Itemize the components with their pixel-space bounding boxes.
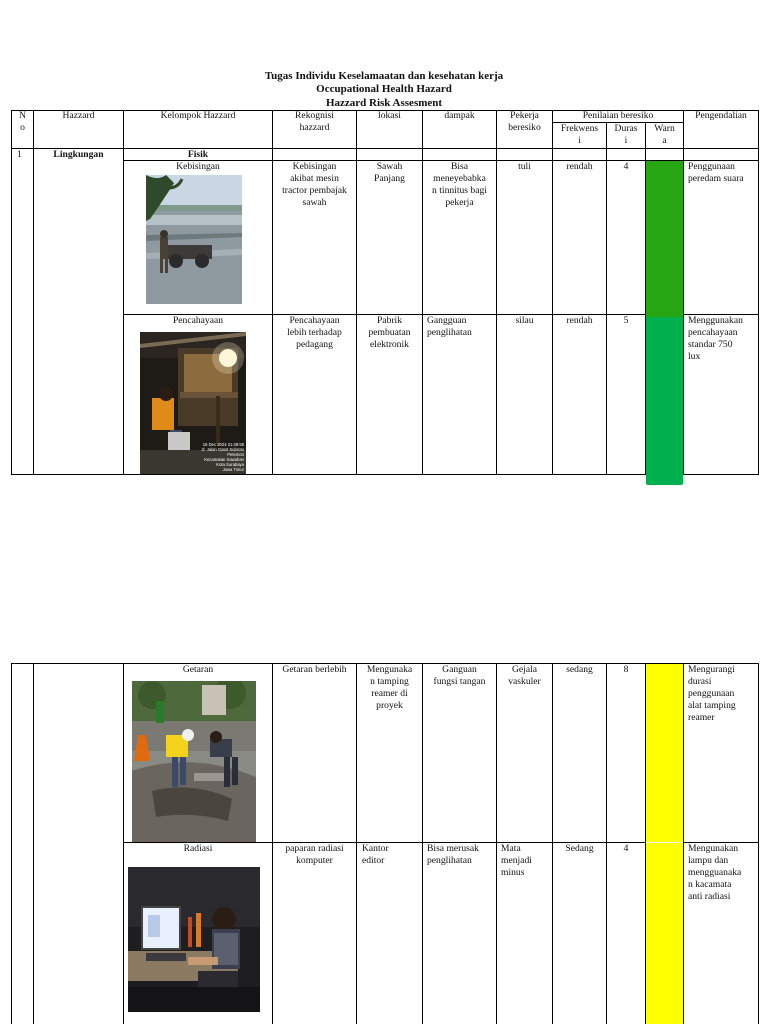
header-penilaian: Penilaian beresiko xyxy=(582,110,654,121)
row-kelompok: Radiasi xyxy=(183,843,213,854)
row-kelompok: Getaran xyxy=(182,664,214,675)
row-pengendalian: Mengunakan lampu dan mengguanaka n kacamata anti radiasi xyxy=(688,843,742,902)
row-pekerja: tuli xyxy=(518,161,531,172)
row-frekwensi: Sedang xyxy=(565,843,594,854)
header-rekognisi: Rekognisi hazzard xyxy=(295,110,334,133)
doc-title: Tugas Individu Keselamaatan dan kesehatan kerja xyxy=(264,70,504,82)
row-dampak: Ganguan fungsi tangan xyxy=(433,664,486,687)
row-durasi: 4 xyxy=(623,161,629,172)
row-pekerja: Mata menjadi minus xyxy=(501,843,532,878)
risk-color-swatch xyxy=(646,843,683,1024)
header-no: N o xyxy=(19,110,26,133)
header-kelompok: Kelompok Hazzard xyxy=(160,110,236,121)
row-durasi: 4 xyxy=(623,843,629,854)
risk-color-swatch xyxy=(646,161,683,317)
photo-road-workers xyxy=(132,681,256,842)
hazzard-category: Lingkungan xyxy=(53,149,104,160)
risk-color-swatch xyxy=(646,317,683,485)
header-dampak: dampak xyxy=(444,110,475,121)
photo-tractor xyxy=(146,175,242,304)
row-pekerja: Gejala vaskuler xyxy=(508,664,541,687)
row-dampak: Bisa meneyebabka n tinnitus bagi pekerja xyxy=(432,161,487,208)
risk-color-swatch xyxy=(646,664,683,842)
row-lokasi: Sawah Panjang xyxy=(374,161,405,184)
row-pengendalian: Menggunakan pencahayaan standar 750 lux xyxy=(688,315,743,362)
row-lokasi: Kantor editor xyxy=(362,843,389,866)
row-dampak: Gangguan penglihatan xyxy=(427,315,472,338)
doc-subtitle-2: Hazzard Risk Assesment xyxy=(325,97,443,109)
row-number: 1 xyxy=(17,149,22,160)
header-pekerja: Pekerja beresiko xyxy=(508,110,541,133)
row-frekwensi: sedang xyxy=(566,664,593,675)
kelompok-category: Fisik xyxy=(187,149,209,160)
photo-night-vendor: 16 Dec 2024 21:48:58 Jl. Jalan Gatot Subroto Petemon Kecamatan Sawahan Kota Surabaya Jawa Timur xyxy=(140,332,246,474)
header-durasi: Duras i xyxy=(614,123,638,146)
row-rekognisi: Kebisingan akibat mesin tractor pembajak sawah xyxy=(282,161,347,208)
row-pengendalian: Penggunaan peredam suara xyxy=(688,161,744,184)
row-kelompok: Kebisingan xyxy=(176,161,220,172)
row-pengendalian: Mengurangi durasi penggunaan alat tamping reamer xyxy=(688,664,736,723)
doc-subtitle: Occupational Health Hazard xyxy=(316,83,452,95)
row-lokasi: Pabrik pembuatan elektronik xyxy=(368,315,411,350)
row-rekognisi: Pencahayaan lebih terhadap pedagang xyxy=(287,315,342,350)
photo-computer-user xyxy=(128,867,260,1012)
row-lokasi: Mengunaka n tamping reamer di proyek xyxy=(366,664,413,711)
row-kelompok: Pencahayaan xyxy=(172,315,224,326)
row-dampak: Bisa merusak penglihatan xyxy=(427,843,479,866)
header-frekwensi: Frekwens i xyxy=(560,123,599,146)
row-rekognisi: paparan radiasi komputer xyxy=(285,843,344,866)
row-rekognisi: Getaran berlebih xyxy=(282,664,347,675)
row-frekwensi: rendah xyxy=(566,161,593,172)
header-pengendalian: Pengendalian xyxy=(695,110,747,121)
row-frekwensi: rendah xyxy=(566,315,593,326)
header-lokasi: lokasi xyxy=(378,110,401,121)
row-durasi: 8 xyxy=(623,664,629,675)
row-pekerja: silau xyxy=(515,315,534,326)
header-hazzard: Hazzard xyxy=(62,110,95,121)
header-warna: Warn a xyxy=(654,123,675,146)
row-durasi: 5 xyxy=(623,315,629,326)
